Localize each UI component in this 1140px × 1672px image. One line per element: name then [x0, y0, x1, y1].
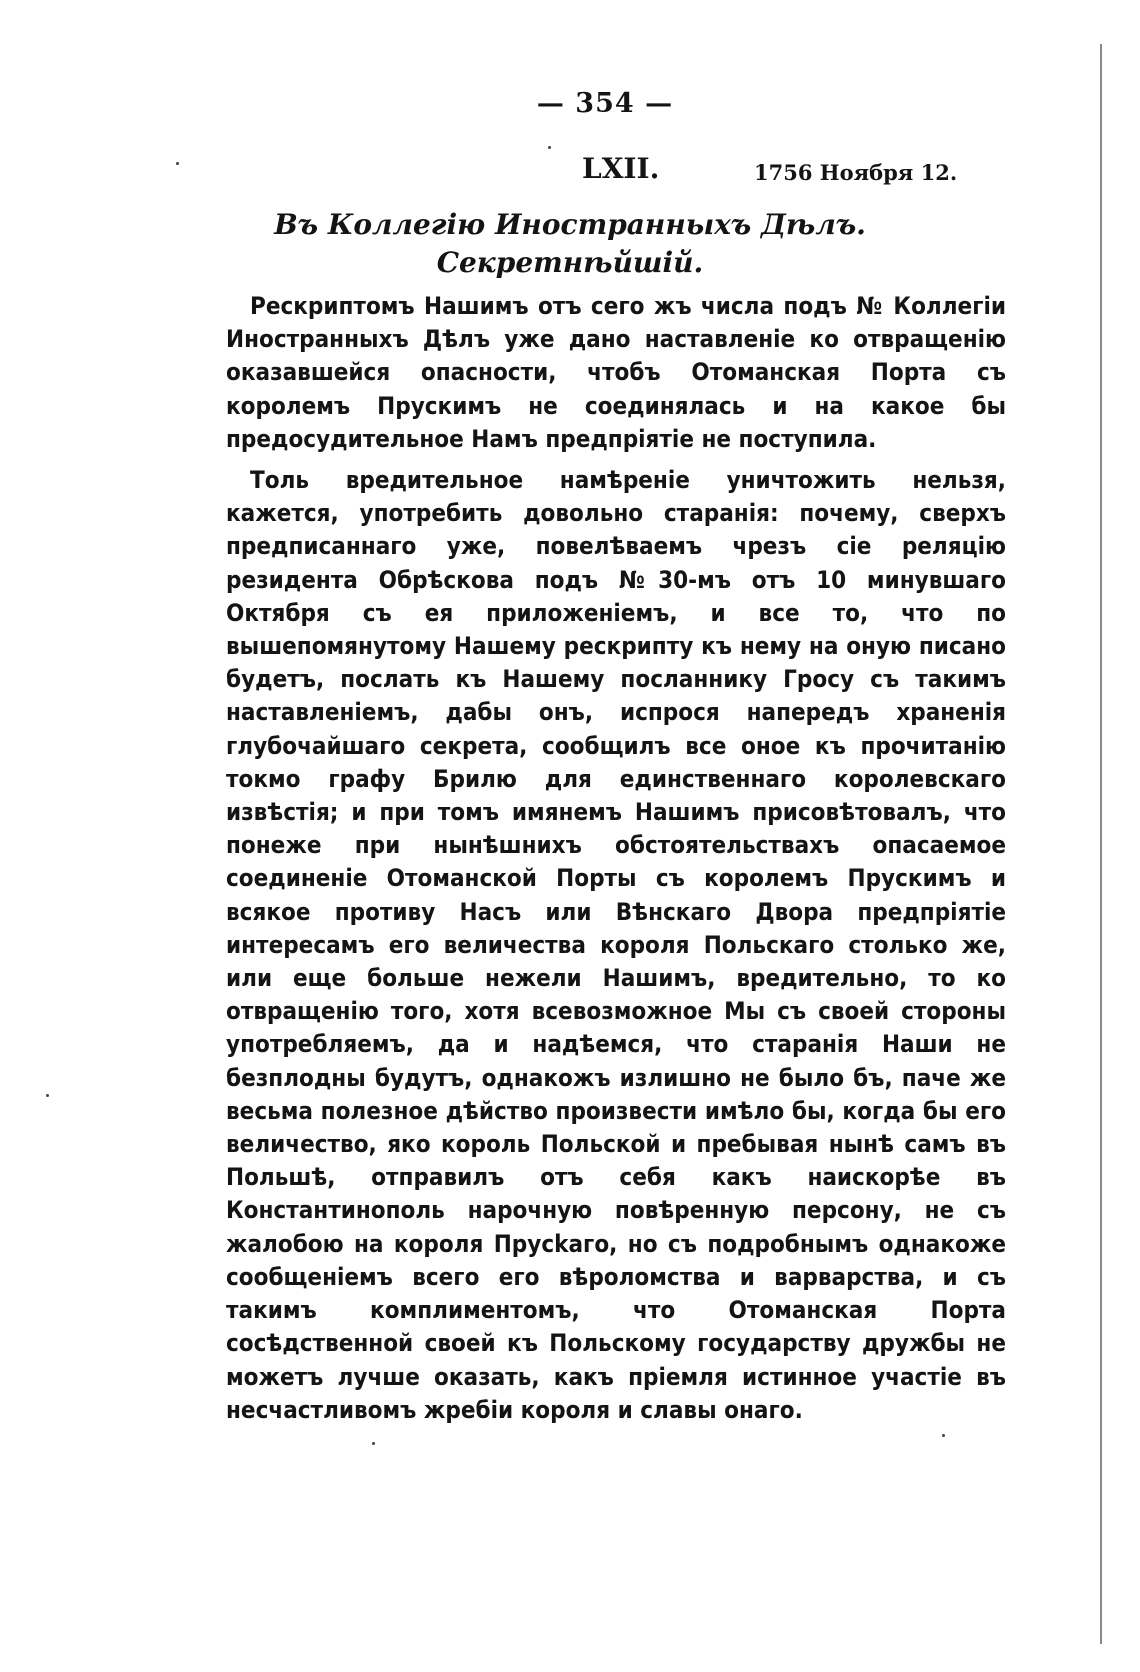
print-speck [942, 1434, 945, 1437]
page-edge-line [1100, 44, 1102, 1644]
paragraph: Рескриптомъ Нашимъ отъ сего жъ числа подъ № Коллегіи Иностранныхъ Дѣлъ уже дано наставленіе ко отвращенію оказавшейся опасности, чтобъ Отоманская Порта съ королемъ Прускимъ не соединялась и на какое бы предосудительное Намъ предпріятіе не поступила. [226, 292, 1006, 453]
addressee-classification: Секретнѣйшій. [436, 246, 704, 279]
document-date: 1756 Ноября 12. [754, 160, 958, 185]
print-speck [548, 146, 551, 149]
page-number: — 354 — [536, 88, 674, 119]
addressee-line: Въ Коллегію Иностранныхъ Дѣлъ. [274, 208, 866, 241]
addressee-heading [230, 206, 910, 282]
print-speck [372, 1442, 375, 1445]
paragraph: Толь вредительное намѣреніе уничтожить нельзя, кажется, употребить довольно старанія: почему, сверхъ предписаннаго уже, повелѣваемъ чрезъ сіе реляцію резидента Обрѣскова подъ №30-мъ отъ 10 минувшаго Октября съ ея приложеніемъ, и все то, что по вышепомянутому Нашему рескрипту къ нему на оную писано будетъ, послать къ Нашему посланнику Гросу съ такимъ наставленіемъ, дабы онъ, испрося напередъ храненія глубочайшаго секрета, сообщилъ все оное къ прочитанію токмо графу Брилю для единственнаго королевскаго извѣстія; и при томъ имянемъ Нашимъ присовѣтовалъ, что понеже при нынѣшнихъ обстоятельствахъ опасаемое соединеніе Отоманской Порты съ королемъ Прускимъ и всякое противу Насъ или Вѣнскаго Двора предпріятіе интересамъ его величества короля Польскаго столько же, или еще больше нежели Нашимъ, вредительно, то ко отвращенію того, хотя всевозможное Мы съ своей стороны употребляемъ, да и надѣемся, что старанія Наши не безплодны будутъ, однакожъ излишно не было бъ, паче же весьма полезное дѣйство произвести имѣло бы, когда бы его величество, яко король Польской и пребывая нынѣ самъ въ Польшѣ, отправилъ отъ себя какъ наискорѣе въ Константинополь нарочную повѣренную персону, не съ жалобою на короля Пруckаго, но съ подробнымъ однакоже сообщеніемъ всего его вѣроломства и варварства, и съ такимъ комплиментомъ, что Отоманская Порта сосѣдственной своей къ Польскому государству дружбы не можетъ лучше оказать, какъ пріемля истинное участіе въ несчастливомъ жребіи короля и славы онаго. [226, 466, 1006, 1424]
document-body [226, 290, 1006, 1427]
print-speck [46, 1094, 49, 1097]
print-speck [176, 162, 179, 165]
document-number: LXII. [582, 152, 660, 185]
